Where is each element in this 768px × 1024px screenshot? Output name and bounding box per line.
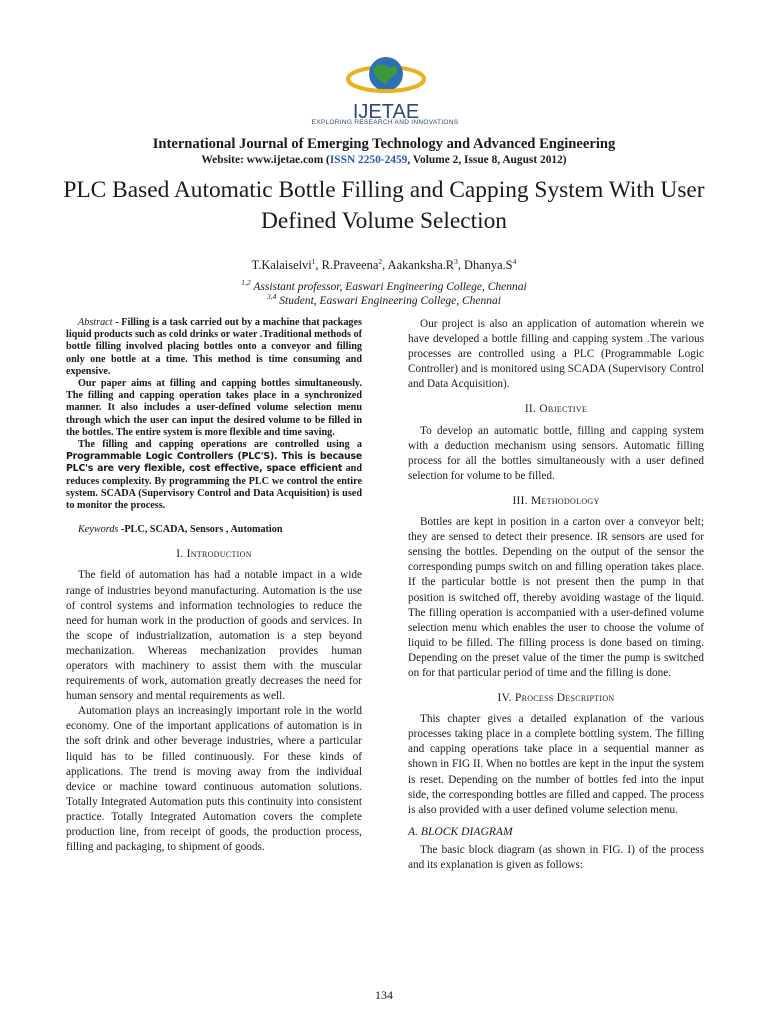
- journal-logo: [336, 48, 436, 126]
- section-number: I.: [176, 548, 187, 561]
- author-name: R.Praveena: [321, 258, 379, 272]
- author-name: Dhanya.S: [464, 258, 513, 272]
- keywords-label: Keywords: [78, 524, 119, 536]
- keywords: [66, 522, 362, 537]
- block-diagram-paragraph: The basic block diagram (as shown in FIG. I) of the process and its explanation is given as follows:: [408, 843, 704, 871]
- section-number: III.: [512, 494, 532, 507]
- author-sup: 3: [454, 257, 458, 266]
- section-title: Objective: [539, 403, 588, 416]
- website-suffix: , Volume 2, Issue 8, August 2012): [407, 154, 567, 166]
- process-paragraph: This chapter gives a detailed explanation of the various processes taking place in a complete bottling system. The filling and capping operations take place in a sequential manner as shown in FIG II. When no bottles are kept in the input the system is reset. Depending on the number of bottles fed into the input side, the corresponding bottles are filled and capped. The process is also provided with a user defined volume selection menu.: [408, 713, 704, 816]
- abstract-paragraph-2: Our paper aims at filling and capping bottles simultaneously. The filling and capping operation takes place in a synchronized manner. It also includes a user-defined volume selection menu through which the user can input the desired volume to be filled in the bottles. The entire system is more flexible and time saving.: [66, 378, 362, 438]
- subsection-heading-block-diagram: [408, 824, 704, 839]
- right-column: [408, 317, 704, 873]
- affiliation-text: Assistant professor, Easwari Engineering College, Chennai: [253, 281, 527, 293]
- abstract-emphasis: Programmable Logic Controllers (PLC'S). This is because PLC's are very flexible, cost effective, space efficient: [66, 451, 362, 475]
- globe-icon: [336, 48, 436, 126]
- page-number: 134: [375, 988, 393, 1002]
- section-heading-introduction: [66, 547, 362, 562]
- svg-text:IJETAE: IJETAE: [352, 101, 420, 123]
- abstract-paragraph-3: [66, 439, 362, 512]
- author-sup: 2: [378, 257, 383, 266]
- abstract-text: The filling and capping operations are controlled using a: [78, 439, 362, 451]
- section-title: Methodology: [531, 494, 600, 507]
- abstract-paragraph-1: [66, 317, 362, 378]
- affiliation-sup: 3,4: [267, 292, 277, 301]
- affiliation-sup: 1,2: [241, 278, 251, 287]
- objective-paragraph: To develop an automatic bottle, filling and capping system with a deduction mechanism using sensors. Automatic filling process for all the bottles simultaneously with a user defined selection for volume to be filled.: [408, 424, 704, 482]
- intro-paragraph-1: The field of automation has had a notable impact in a wide range of industries beyond manufacturing. Automation is the use of control systems and information technologies to reduce the need for human work in the production of goods and services. In the scope of industrialization, automation is a step beyond mechanization. Whereas mechanization provides human operators with machinery to assist them with the muscular requirements of work, automation greatly decreases the need for human sensory and mental requirements as well.: [66, 569, 362, 703]
- section-number: II.: [524, 403, 540, 416]
- section-title: Process Description: [514, 692, 615, 705]
- methodology-paragraph: Bottles are kept in position in a carton over a conveyor belt; they are sensed to detect their presence. IR sensors are used for sensing the bottles. Depending on the output of the sensor the corresponding pumps switch on and filling operation takes place. If the particular bottle is not present then the pump in that position is switched off, thereby avoiding wastage of the liquid. The filling operation is accompanied with a user-defined volume selection menu which enables the user to choose the volume of liquid to be filled. The filling process is done based on timing. Depending on the preset value of the timer the pump is switched on for that particular period of time and the filling is done.: [408, 516, 704, 679]
- journal-website-line: [0, 154, 768, 166]
- affiliation-2: [0, 292, 768, 307]
- right-intro-paragraph: Our project is also an application of automation wherein we have developed a bottle filling and capping system .The various processes are controlled using a PLC (Programmable Logic Controller) and is monitored using SCADA (Supervisory Control and Data Acquisition).: [408, 318, 704, 391]
- paper-title: PLC Based Automatic Bottle Filling and Capping System With User Defined Volume Selection: [63, 177, 705, 234]
- journal-name: International Journal of Emerging Technology and Advanced Engineering: [152, 136, 616, 152]
- abstract-lead: Abstract: [78, 317, 113, 328]
- affiliation-text: Student, Easwari Engineering College, Chennai: [279, 295, 501, 307]
- author-sup: 1: [311, 257, 316, 266]
- abstract-text: and reduces complexity. By programming the PLC we control the entire system. SCADA (Supervisory Control and Data Acquisition) is used to monitor the process.: [66, 463, 362, 512]
- keywords-text: -PLC, SCADA, Sensors , Automation: [118, 524, 283, 536]
- author-list: T.Kalaiselvi$^1$, R.Praveena$^2$, $Aakanksha.R^3$, $Dhanya.S^4$: [251, 257, 517, 272]
- author-sup: 4: [512, 257, 517, 266]
- subsection-label: A.: [408, 824, 418, 838]
- section-heading-objective: [408, 402, 704, 417]
- issn-link[interactable]: ISSN 2250-2459: [329, 154, 408, 166]
- author-name: T.Kalaiselvi: [251, 258, 312, 272]
- section-title: Introduction: [186, 548, 252, 561]
- section-heading-methodology: [408, 494, 704, 509]
- author-name: Aakanksha.R: [387, 258, 455, 272]
- abstract-text: - Filling is a task carried out by a machine that packages liquid products such as cold drinks or water .Traditional methods of bottle filling involved placing bottles onto a conveyor and filling only one bottle at a time. This method is time consuming and expensive.: [66, 317, 362, 377]
- section-number: IV.: [497, 692, 515, 705]
- affiliation-1: [0, 278, 768, 293]
- left-column: [66, 317, 362, 855]
- website-prefix: Website: www.ijetae.com (: [201, 154, 330, 166]
- abstract: [66, 317, 362, 512]
- subsection-title: BLOCK DIAGRAM: [417, 824, 513, 838]
- logo-tagline: EXPLORING RESEARCH AND INNOVATIONS: [311, 119, 459, 126]
- section-heading-process-description: [408, 691, 704, 706]
- intro-paragraph-2: Automation plays an increasingly important role in the world economy. One of the important applications of automation is in the soft drink and other beverage industries, where a particular liquid has to be filled continuously. For these kinds of applications. The trend is moving away from the individual device or machine toward continuous automation solutions. Totally Integrated Automation puts this continuity into consistent practice. Totally Integrated Automation covers the complete production line, from receipt of goods, the production process, filling and packaging, to shipment of goods.: [66, 705, 362, 854]
